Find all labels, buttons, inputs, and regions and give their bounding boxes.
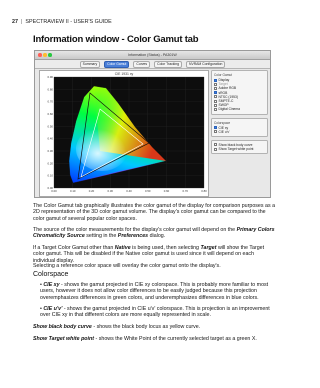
emphasis-white-point: Show Target white point — [33, 336, 95, 342]
tab-summary: Summary — [80, 61, 101, 68]
text: - shows the White Point of the currently selected target as a green X. — [94, 336, 257, 342]
gamut-label: Digital Cinema — [218, 107, 240, 112]
colorspace-checkbox — [214, 126, 217, 129]
y-tick-label: 0.30 — [47, 149, 53, 153]
gamut-checkbox — [214, 79, 217, 82]
guide-title: SPECTRAVIEW II - USER'S GUIDE — [25, 19, 112, 25]
colorspace-option — [214, 130, 265, 134]
emphasis-target: Target — [200, 245, 217, 251]
y-tick-label: 0.20 — [47, 161, 53, 166]
page-number: 27 — [12, 19, 18, 25]
x-tick-label: 0.30 — [107, 189, 113, 193]
x-tick-label: 0.50 — [145, 189, 151, 193]
y-tick-label: 0.90 — [47, 75, 53, 79]
emphasis-black-body: Show black body curve — [33, 324, 92, 330]
x-tick-label: 0.60 — [163, 189, 170, 193]
paragraph-black-body — [33, 324, 277, 330]
text: - shows the gamut projected in CIE u'v' colorspace. This is projection is an improvement over CIE xy in that different colors are more equally represented in scale. — [40, 306, 270, 319]
white-region — [76, 127, 128, 171]
window-title: Information (Status) - PA301W — [128, 52, 177, 57]
text: dialog. — [148, 233, 166, 240]
y-tick-labels — [48, 75, 54, 190]
emphasis-preferences: Preferences — [117, 233, 149, 240]
embedded-screenshot — [34, 50, 271, 198]
text: will show the Target color gamut. This will be disabled if the Native color gamut is used since it will depend on each individual display. — [33, 245, 265, 264]
paragraph-intro: The Color Gamut tab graphically illustrates the color gamut of the display for comparison purposes as a 2D representation of the 3D color gamut volume. The display's color gamut can be compared to the color gamut of several popular color spaces. — [33, 203, 276, 222]
text: If a Target Color Gamut other than — [33, 245, 115, 251]
gamut-label: SMPTE-C — [218, 99, 234, 104]
text: The source of the color measurements for the display's color gamut will depend on the — [33, 227, 237, 233]
gamut-diagram — [40, 71, 208, 196]
display-options-box — [211, 140, 268, 154]
colorspace-header: Colorspace — [214, 120, 231, 125]
colorspace-checkbox — [214, 130, 217, 133]
x-tick-label: 0.20 — [88, 189, 95, 193]
gamut-plot-panel — [39, 70, 209, 197]
colorspace-label: CIE xy — [218, 125, 229, 130]
x-tick-label: 0.80 — [201, 189, 207, 193]
text: setting in the — [84, 233, 118, 240]
text: - shows the black body locus as yellow curve. — [91, 324, 201, 330]
gamut-label: Adobe RGB — [218, 86, 237, 91]
section-title: Information window - Color Gamut tab — [33, 34, 199, 45]
tab-color-gamut: Color Gamut — [104, 61, 129, 68]
y-tick-label: 0.50 — [47, 124, 53, 129]
header-separator: | — [21, 19, 23, 25]
colorspace-label: CIE u'v' — [218, 129, 230, 134]
display-option-checkbox — [214, 143, 217, 146]
text: - shows the gamut projected in CIE xy colorspace. This is probably more familiar to most users, however it does not allow color differences to be easily judged because this projection overemphasizes differences in green colors, and underemphasizes differences in blue colors. — [40, 282, 269, 301]
display-option-label: Show black body curve — [218, 142, 253, 147]
y-tick-label: 0.70 — [47, 99, 53, 104]
y-tick-label: 0.00 — [47, 186, 53, 190]
tab-nvram-configuration: NVRAM Configuration — [186, 61, 225, 68]
gamut-checkbox — [214, 91, 217, 94]
text: is being used, then selecting — [130, 245, 201, 251]
gamut-checkbox — [214, 95, 217, 98]
display-option-label: Show Target white point — [218, 147, 254, 152]
y-tick-label: 0.60 — [47, 112, 53, 116]
page-header — [12, 19, 112, 25]
display-option-checkbox — [214, 148, 217, 151]
gamut-list — [211, 70, 268, 115]
emphasis-cie-uv: CIE u'v' — [43, 306, 63, 312]
paragraph-target — [33, 245, 277, 264]
paragraph-source — [33, 227, 277, 240]
x-tick-labels — [51, 189, 207, 193]
x-tick-label: 0.40 — [126, 189, 132, 193]
colorspace-heading: Colorspace — [33, 271, 69, 278]
gamut-checkbox — [214, 83, 217, 86]
emphasis-native: Native — [114, 245, 131, 251]
gamut-option — [214, 107, 265, 111]
emphasis-primary-colors: Primary Colors Chromaticity Source — [33, 227, 275, 240]
gamut-label: SWOP — [218, 103, 229, 108]
gamut-label: Target — [218, 82, 228, 87]
gamut-options-sidebar — [211, 70, 268, 195]
y-tick-label: 0.80 — [47, 87, 53, 92]
x-tick-label: 0.10 — [70, 189, 76, 193]
tab-color-tracking: Color Tracking — [154, 61, 182, 68]
gamut-label: sRGB — [218, 90, 228, 95]
y-tick-label: 0.40 — [47, 136, 53, 141]
bullet-cie-xy: • CIE xy - shows the gamut projected in CIE xy colorspace. This is probably more familiar to most users, however it does not allow color differences to be easily judged because this projection overemphasizes differences in green colors, and underemphasizes differences in blue colors. — [40, 282, 269, 301]
gamut-checkbox — [214, 104, 217, 107]
paragraph-white-point — [33, 336, 277, 342]
bullet-cie-uv: • CIE u'v' - shows the gamut projected in CIE u'v' colorspace. This is projection is an improvement over CIE xy in that different colors are more equally represented in scale. — [40, 306, 270, 319]
gamut-label: Display — [218, 78, 230, 83]
gamut-checkbox — [214, 100, 217, 103]
emphasis-cie-xy: CIE xy — [43, 282, 60, 288]
y-tick-label: 0.10 — [47, 173, 53, 178]
display-option-option — [214, 147, 265, 151]
plot-label: CIE 1931 xy — [114, 72, 134, 76]
gamut-checkbox — [214, 87, 217, 90]
gamut-list-header: Color Gamut — [214, 73, 233, 77]
window-titlebar — [35, 51, 270, 60]
gamut-checkbox — [214, 108, 217, 111]
gamut-label: NTSC (1953) — [218, 94, 238, 99]
tab-bar — [35, 60, 270, 69]
x-tick-label: 0.70 — [182, 189, 188, 193]
paragraph-reference: Selecting a reference color space will overlay the color gamut onto the display's. — [33, 263, 221, 269]
colorspace-box — [211, 118, 268, 137]
x-tick-label: 0.00 — [51, 189, 57, 193]
tab-curves: Curves — [133, 61, 150, 68]
